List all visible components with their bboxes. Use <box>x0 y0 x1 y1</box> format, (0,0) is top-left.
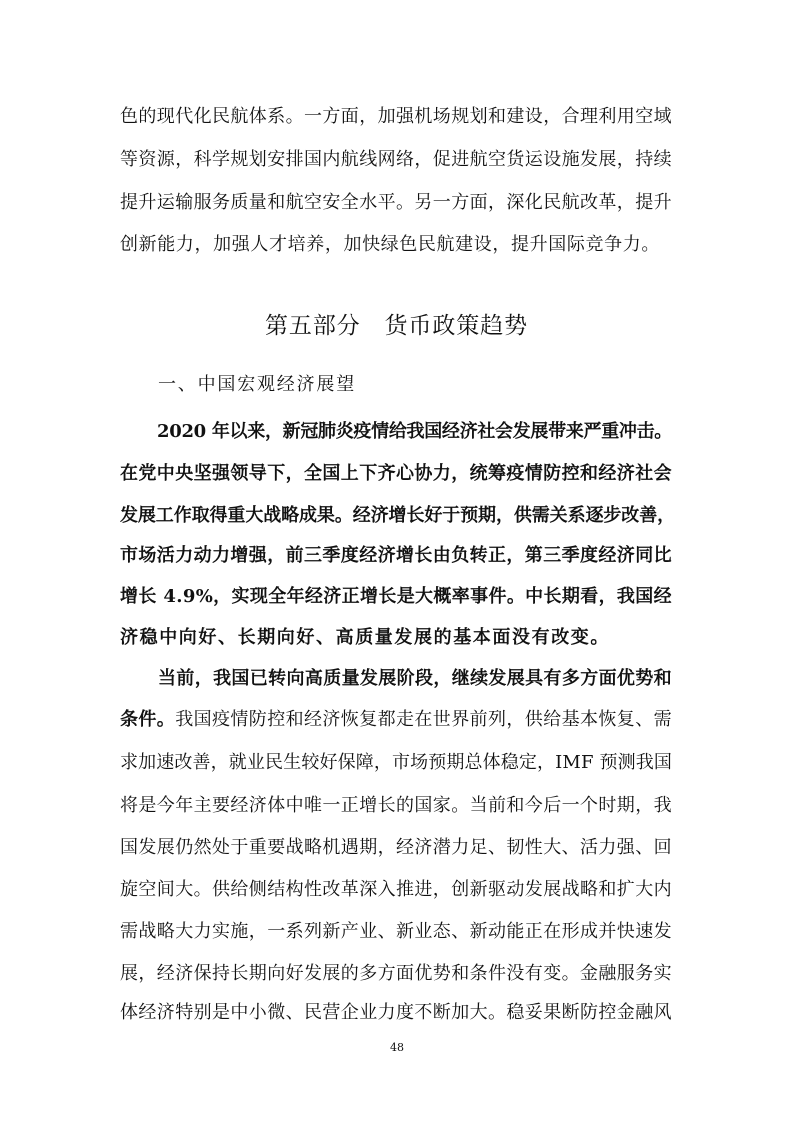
paragraph-line: 在党中央坚强领导下，全国上下齐心协力，统筹疫情防控和经济社会 <box>120 463 672 484</box>
paragraph-line: 创新能力，加强人才培养，加快绿色民航建设，提升国际竞争力。 <box>120 234 660 255</box>
paragraph-line: 提升运输服务质量和航空安全水平。另一方面，深化民航改革，提升 <box>120 192 672 213</box>
paragraph-line: 当前，我国已转向高质量发展阶段，继续发展具有多方面优势和 <box>158 668 672 689</box>
subsection-title: 一、中国宏观经济展望 <box>158 374 356 395</box>
paragraph-line: 市场活力动力增强，前三季度经济增长由负转正，第三季度经济同比 <box>120 545 672 566</box>
regular-text: 我国疫情防控和经济恢复都走在世界前列，供给基本恢复、需 <box>175 709 673 730</box>
section-title: 第五部分 货币政策趋势 <box>265 313 528 339</box>
paragraph-line: 等资源，科学规划安排国内航线网络，促进航空货运设施发展，持续 <box>120 149 672 170</box>
paragraph-line: 增长 4.9%，实现全年经济正增长是大概率事件。中长期看，我国经 <box>120 586 672 607</box>
paragraph-line: 2020 年以来，新冠肺炎疫情给我国经济社会发展带来严重冲击。 <box>157 421 672 442</box>
paragraph-line: 济稳中向好、长期向好、高质量发展的基本面没有改变。 <box>120 627 610 648</box>
paragraph-line: 展，经济保持长期向好发展的多方面优势和条件没有变。金融服务实 <box>120 963 672 984</box>
paragraph-line: 色的现代化民航体系。一方面，加强机场规划和建设，合理利用空域 <box>120 106 672 127</box>
bold-lead-text: 条件。 <box>120 709 176 730</box>
paragraph-line <box>120 708 672 732</box>
page-number: 48 <box>390 1041 404 1054</box>
paragraph-line: 发展工作取得重大战略成果。经济增长好于预期，供需关系逐步改善， <box>120 505 675 526</box>
paragraph-line: 需战略大力实施，一系列新产业、新业态、新动能正在形成并快速发 <box>120 921 672 942</box>
paragraph-line: 将是今年主要经济体中唯一正增长的国家。当前和今后一个时期，我 <box>120 795 672 816</box>
paragraph-line: 体经济特别是中小微、民营企业力度不断加大。稳妥果断防控金融风 <box>120 1002 672 1023</box>
paragraph-line: 求加速改善，就业民生较好保障，市场预期总体稳定，IMF 预测我国 <box>120 752 672 773</box>
paragraph-line: 旋空间大。供给侧结构性改革深入推进，创新驱动发展战略和扩大内 <box>120 879 672 900</box>
paragraph-line: 国发展仍然处于重要战略机遇期，经济潜力足、韧性大、活力强、回 <box>120 837 672 858</box>
